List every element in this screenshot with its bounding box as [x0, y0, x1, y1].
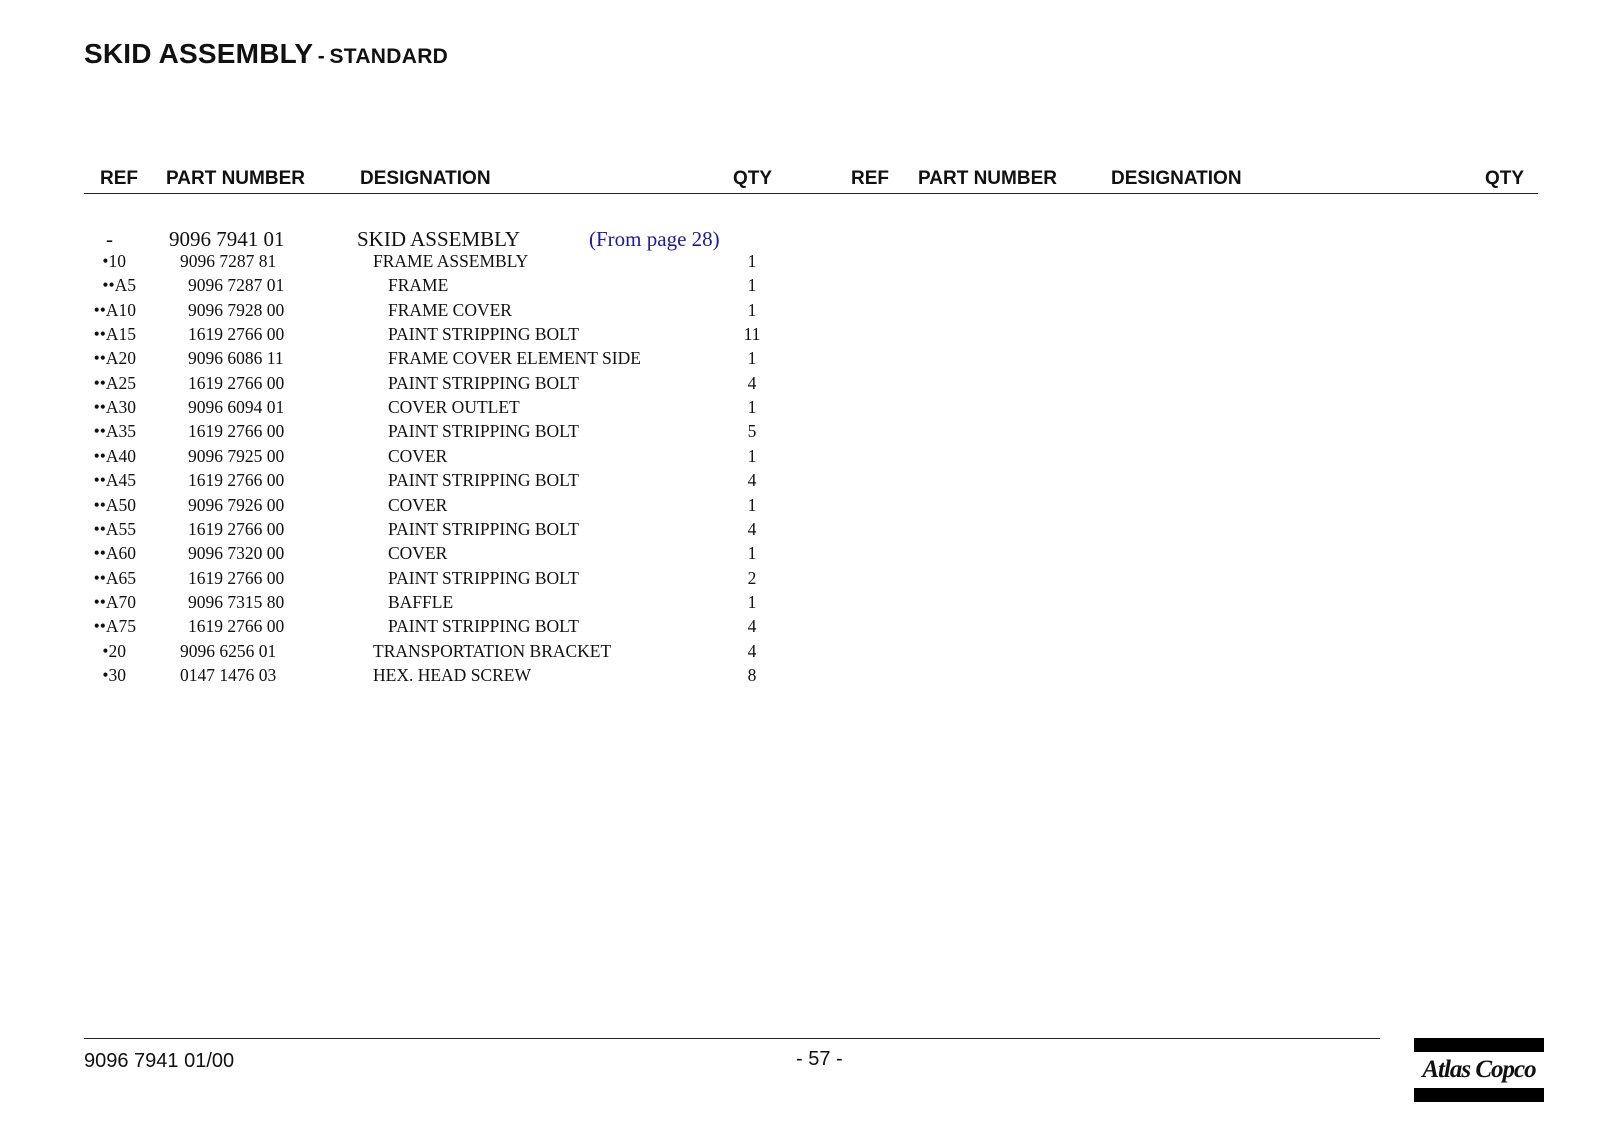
document-code: 9096 7941 01/00 [84, 1050, 235, 1072]
row-part-number: 9096 7925 00 [188, 445, 285, 466]
row-part-number: 9096 7320 00 [188, 543, 285, 564]
row-qty: 1 [747, 348, 757, 369]
row-part-number: 0147 1476 03 [180, 664, 277, 685]
row-designation: PAINT STRIPPING BOLT [388, 567, 579, 588]
row-part-number: 9096 7926 00 [188, 494, 285, 515]
row-part-number: 1619 2766 00 [188, 324, 285, 345]
row-ref: ••A25 [93, 372, 136, 393]
row-qty: 2 [747, 567, 757, 588]
row-part-number: 9096 7315 80 [188, 591, 285, 612]
row-ref: •20 [102, 640, 126, 661]
row-ref: ••A60 [93, 543, 136, 564]
row-qty: 1 [747, 299, 757, 320]
row-designation: PAINT STRIPPING BOLT [388, 616, 579, 637]
assembly-part-number: 9096 7941 01 [169, 227, 285, 251]
row-qty: 4 [747, 470, 757, 491]
row-designation: FRAME [388, 275, 449, 296]
row-qty: 1 [747, 494, 757, 515]
header-part-number-left: PART NUMBER [166, 168, 305, 189]
row-part-number: 9096 6086 11 [188, 348, 284, 369]
row-designation: FRAME COVER ELEMENT SIDE [388, 348, 641, 369]
row-designation: FRAME COVER [388, 299, 512, 320]
logo-text: Atlas Copco [1422, 1056, 1536, 1083]
header-part-number-right: PART NUMBER [918, 168, 1057, 189]
row-ref: •30 [102, 664, 126, 685]
title-separator: - [317, 45, 325, 68]
row-qty: 1 [747, 251, 757, 271]
row-designation: PAINT STRIPPING BOLT [388, 470, 579, 491]
row-part-number: 9096 7928 00 [188, 299, 285, 320]
row-ref: ••A10 [93, 299, 136, 320]
header-qty-left: QTY [733, 168, 773, 189]
row-designation: PAINT STRIPPING BOLT [388, 518, 579, 539]
row-qty: 4 [747, 518, 757, 539]
row-designation: PAINT STRIPPING BOLT [388, 372, 579, 393]
row-ref: ••A35 [93, 421, 136, 442]
row-ref: ••A75 [93, 616, 136, 637]
header-designation-right: DESIGNATION [1111, 168, 1242, 189]
row-qty: 1 [747, 543, 757, 564]
row-designation: COVER OUTLET [388, 397, 520, 418]
row-qty: 1 [747, 397, 757, 418]
row-designation: COVER [388, 543, 448, 564]
row-ref: ••A50 [93, 494, 136, 515]
row-part-number: 1619 2766 00 [188, 372, 285, 393]
row-part-number: 1619 2766 00 [188, 518, 285, 539]
row-qty: 4 [747, 616, 757, 637]
row-designation: COVER [388, 494, 448, 515]
row-designation: COVER [388, 445, 448, 466]
row-qty: 11 [743, 324, 761, 345]
row-designation: BAFFLE [388, 591, 454, 612]
title-sub: STANDARD [329, 45, 449, 68]
row-ref: ••A15 [93, 324, 136, 345]
footer-divider [84, 1038, 1380, 1039]
row-designation: HEX. HEAD SCREW [373, 664, 531, 685]
row-ref: ••A30 [93, 397, 136, 418]
row-qty: 1 [747, 275, 757, 296]
row-qty: 4 [747, 372, 757, 393]
row-part-number: 9096 6256 01 [180, 640, 277, 661]
header-ref-right: REF [851, 168, 889, 189]
row-part-number: 1619 2766 00 [188, 616, 285, 637]
row-ref: ••A55 [93, 518, 136, 539]
logo-bar-top [1414, 1038, 1544, 1052]
row-designation: TRANSPORTATION BRACKET [373, 640, 612, 661]
row-ref: ••A65 [93, 567, 136, 588]
row-designation: FRAME ASSEMBLY [373, 251, 529, 271]
row-ref: ••A5 [102, 275, 136, 296]
row-part-number: 9096 7287 81 [180, 251, 277, 271]
row-designation: PAINT STRIPPING BOLT [388, 324, 579, 345]
row-part-number: 1619 2766 00 [188, 567, 285, 588]
row-ref: ••A70 [93, 591, 136, 612]
header-qty-right: QTY [1485, 168, 1525, 189]
title-main: SKID ASSEMBLY [84, 38, 314, 69]
assembly-ref: - [106, 227, 113, 251]
row-qty: 4 [747, 640, 757, 661]
assembly-designation: SKID ASSEMBLY [357, 227, 521, 251]
row-part-number: 1619 2766 00 [188, 421, 285, 442]
row-part-number: 1619 2766 00 [188, 470, 285, 491]
from-page-link[interactable]: (From page 28) [589, 227, 720, 251]
row-qty: 1 [747, 591, 757, 612]
row-ref: ••A20 [93, 348, 136, 369]
row-part-number: 9096 7287 01 [188, 275, 285, 296]
row-qty: 1 [747, 445, 757, 466]
row-qty: 8 [747, 664, 757, 685]
row-designation: PAINT STRIPPING BOLT [388, 421, 579, 442]
row-qty: 5 [747, 421, 757, 442]
header-designation-left: DESIGNATION [360, 168, 491, 189]
row-ref: •10 [102, 251, 126, 271]
header-divider [84, 193, 1538, 194]
page-title [84, 38, 448, 70]
logo-bar-bottom [1414, 1088, 1544, 1102]
atlas-copco-logo [1414, 1038, 1544, 1102]
page-number: - 57 - [796, 1048, 843, 1070]
row-part-number: 9096 6094 01 [188, 397, 285, 418]
row-ref: ••A45 [93, 470, 136, 491]
row-ref: ••A40 [93, 445, 136, 466]
header-ref-left: REF [100, 168, 138, 189]
